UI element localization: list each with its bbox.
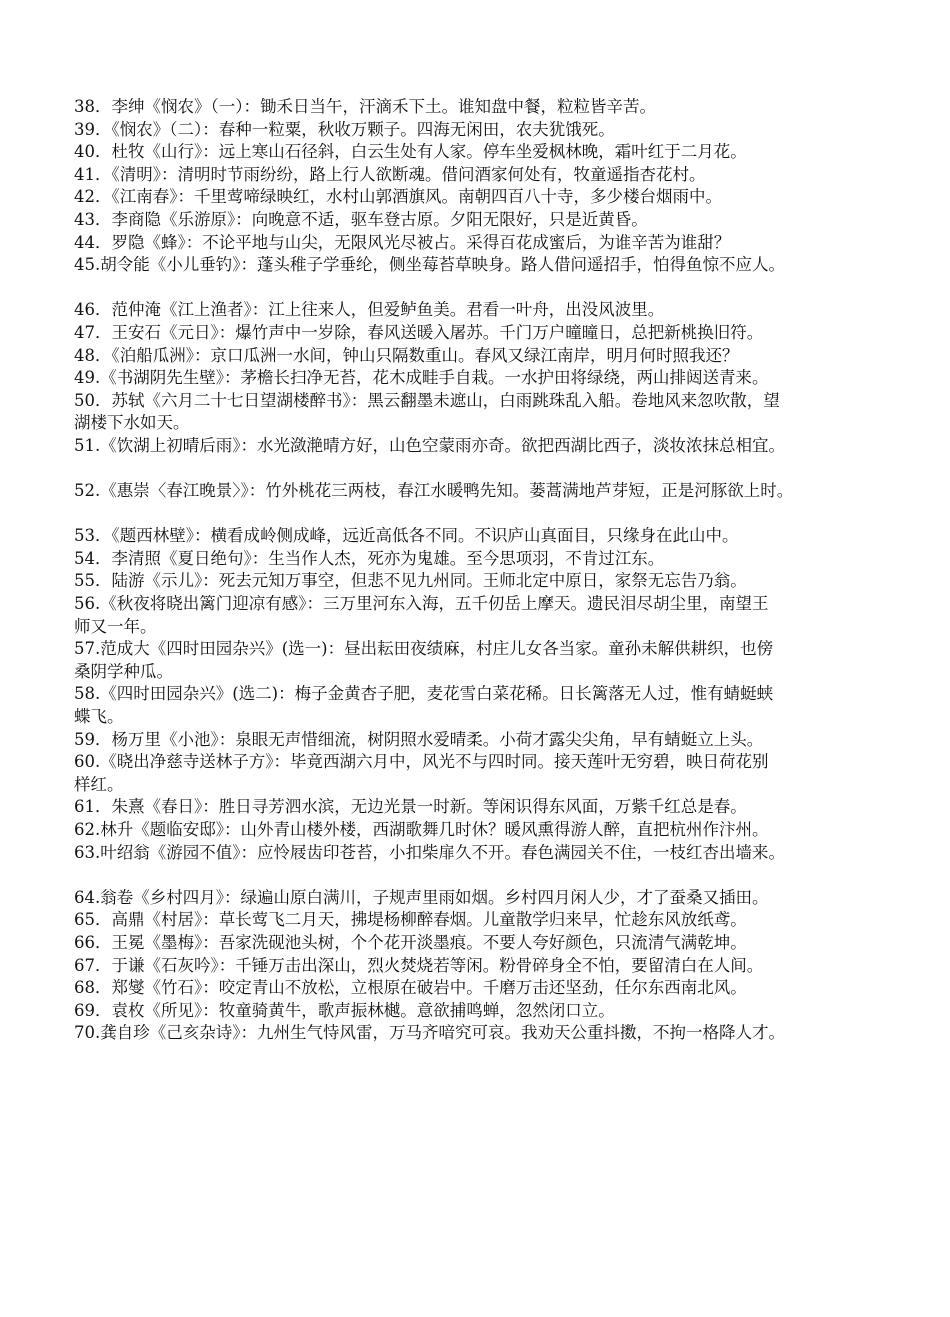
- poem-line-44: 44．罗隐《蜂》：不论平地与山尖，无限风光尽被占。采得百花成蜜后，为谁辛苦为谁甜？: [74, 232, 731, 252]
- poem-line-49: 49.《书湖阴先生壁》：茅檐长扫净无苔，花木成畦手自栽。一水护田将绿绕，两山排闼送青来。: [74, 368, 769, 388]
- poem-line-56-cont: 师又一年。: [74, 616, 157, 636]
- poem-line-67: 67．于谦《石灰吟》：千锤万击出深山，烈火焚烧若等闲。粉骨碎身全不怕，要留清白在人间。: [74, 955, 764, 975]
- poem-line-66: 66．王冕《墨梅》：吾家洗砚池头树，个个花开淡墨痕。不要人夸好颜色，只流清气满乾坤。: [74, 932, 747, 952]
- poem-line-70: 70.龚自珍《己亥杂诗》：九州生气恃风雷，万马齐喑究可哀。我劝天公重抖擞，不拘一格降人才。: [74, 1023, 785, 1043]
- paragraph-gap: [74, 864, 914, 887]
- poem-line-42: 42．《江南春》：千里莺啼绿映红，水村山郭酒旗风。南朝四百八十寺，多少楼台烟雨中。: [74, 187, 722, 207]
- poem-line-59: 59．杨万里《小池》：泉眼无声惜细流，树阴照水爱晴柔。小荷才露尖尖角，早有蜻蜓立上头。: [74, 729, 764, 749]
- poem-line-65: 65．高鼎《村居》：草长莺飞二月天，拂堤杨柳醉春烟。儿童散学归来早，忙趁东风放纸鸢。: [74, 910, 747, 930]
- poem-line-45: 45.胡令能《小儿垂钓》：蓬头稚子学垂纶，侧坐莓苔草映身。路人借问遥招手，怕得鱼惊不应人。: [74, 255, 785, 275]
- paragraph-gap: [74, 458, 914, 481]
- poem-line-55: 55．陆游《示儿》：死去元知万事空，但悲不见九州同。王师北定中原日，家祭无忘告乃翁。: [74, 571, 747, 591]
- poem-line-51: 51.《饮湖上初晴后雨》：水光潋滟晴方好，山色空蒙雨亦奇。欲把西湖比西子，淡妆浓抹总相宜。: [74, 435, 785, 455]
- poem-document: [74, 96, 914, 1045]
- poem-line-56: 56.《秋夜将晓出篱门迎凉有感》：三万里河东入海，五千仞岳上摩天。遗民泪尽胡尘里，南望王: [74, 594, 769, 614]
- poem-line-53: 53．《题西林壁》：横看成岭侧成峰，远近高低各不同。不识庐山真面目，只缘身在此山中。: [74, 526, 739, 546]
- poem-line-38: 38．李绅《悯农》（一）：锄禾日当午，汗滴禾下土。谁知盘中餐，粒粒皆辛苦。: [74, 97, 656, 116]
- poem-line-40: 40．杜牧《山行》：远上寒山石径斜，白云生处有人家。停车坐爱枫林晚，霜叶红于二月花。: [74, 142, 747, 162]
- poem-line-54: 54．李清照《夏日绝句》：生当作人杰，死亦为鬼雄。至今思项羽，不肯过江东。: [74, 548, 665, 568]
- paragraph-gap: [74, 503, 914, 526]
- poem-line-39: 39．《悯农》（二）：春种一粒粟，秋收万颗子。四海无闲田，农夫犹饿死。: [74, 119, 615, 139]
- paragraph-gap: [74, 277, 914, 300]
- poem-line-60: 60.《晓出净慈寺送林子方》：毕竟西湖六月中，风光不与四时同。接天莲叶无穷碧，映日荷花别: [74, 752, 769, 772]
- poem-line-60-cont: 样红。: [74, 774, 124, 794]
- poem-line-58: 58.《四时田园杂兴》(选二)：梅子金黄杏子肥，麦花雪白菜花稀。日长篱落无人过，惟有蜻蜓蛱: [74, 684, 774, 704]
- poem-line-61: 61．朱熹《春日》：胜日寻芳泗水滨，无边光景一时新。等闲识得东风面，万紫千红总是春。: [74, 797, 747, 817]
- poem-line-62: 62.林升《题临安邸》：山外青山楼外楼，西湖歌舞几时休？暖风熏得游人醉，直把杭州作汴州。: [74, 820, 769, 839]
- poem-line-50-cont: 湖楼下水如天。: [74, 413, 190, 433]
- poem-line-50: 50．苏轼《六月二十七日望湖楼醉书》：黑云翻墨未遮山，白雨跳珠乱入船。卷地风来忽吹散，望: [74, 390, 780, 410]
- poem-line-48: 48．《泊船瓜洲》：京口瓜洲一水间，钟山只隔数重山。春风又绿江南岸，明月何时照我还？: [74, 345, 739, 365]
- poem-line-57: 57.范成大《四时田园杂兴》(选一)：昼出耘田夜绩麻，村庄儿女各当家。童孙未解供耕织，也傍: [74, 639, 774, 659]
- poem-line-52: 52.《惠崇〈春江晚景〉》：竹外桃花三两枝，春江水暖鸭先知。蒌蒿满地芦芽短，正是河豚欲上时。: [74, 481, 794, 501]
- poem-line-68: 68．郑燮《竹石》：咬定青山不放松，立根原在破岩中。千磨万击还坚劲，任尔东西南北风。: [74, 978, 747, 998]
- poem-line-57-cont: 桑阴学种瓜。: [74, 661, 173, 681]
- poem-line-69: 69．袁枚《所见》：牧童骑黄牛，歌声振林樾。意欲捕鸣蝉，忽然闭口立。: [74, 1000, 615, 1020]
- poem-line-63: 63.叶绍翁《游园不值》：应怜屐齿印苍苔，小扣柴扉久不开。春色满园关不住，一枝红杏出墙来。: [74, 842, 785, 862]
- poem-line-64: 64.翁卷《乡村四月》：绿遍山原白满川，子规声里雨如烟。乡村四月闲人少，才了蚕桑又插田。: [74, 887, 769, 907]
- poem-line-41: 41．《清明》：清明时节雨纷纷，路上行人欲断魂。借问酒家何处有，牧童遥指杏花村。: [74, 164, 706, 184]
- poem-line-47: 47．王安石《元日》：爆竹声中一岁除，春风送暖入屠苏。千门万户曈曈日，总把新桃换旧符。: [74, 322, 764, 342]
- poem-line-46: 46．范仲淹《江上渔者》：江上往来人，但爱鲈鱼美。君看一叶舟，出没风波里。: [74, 300, 665, 320]
- poem-line-43: 43．李商隐《乐游原》：向晚意不适，驱车登古原。夕阳无限好，只是近黄昏。: [74, 209, 648, 229]
- poem-line-58-cont: 蝶飞。: [74, 707, 124, 727]
